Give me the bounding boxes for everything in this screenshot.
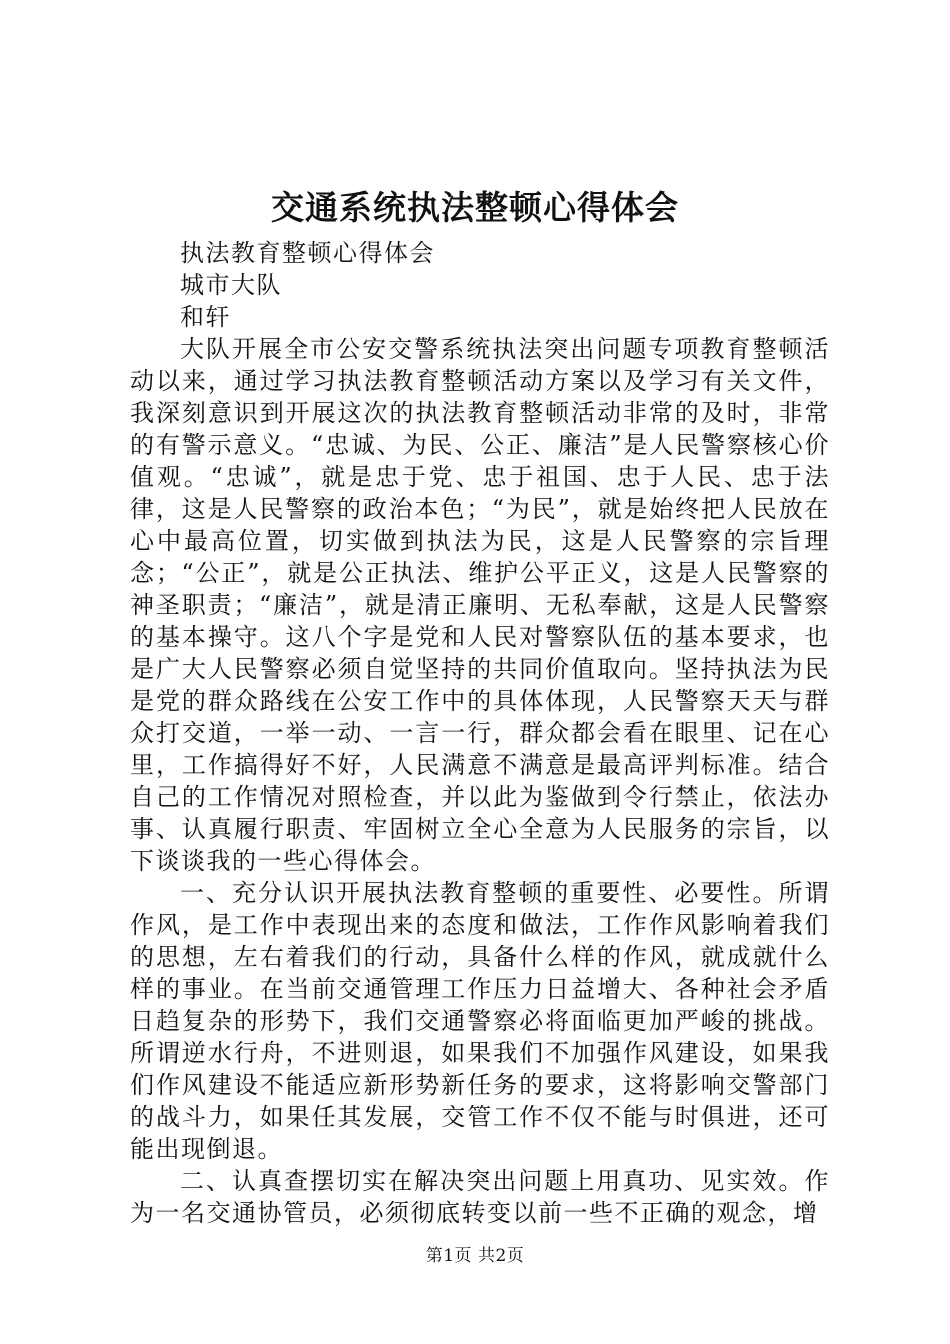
page-footer: 第1页 共2页 (425, 1246, 525, 1266)
body-paragraph: 二、认真查摆切实在解决突出问题上用真功、见实效。作为一名交通协管员，必须彻底转变以前一些不正确的观念，增 (130, 1167, 830, 1227)
subtitle-line: 执法教育整顿心得体会 (180, 239, 435, 267)
document-body (130, 237, 830, 1229)
body-paragraph: 一、充分认识开展执法教育整顿的重要性、必要性。所谓作风，是工作中表现出来的态度和做法，工作作风影响着我们的思想，左右着我们的行动，具备什么样的作风，就成就什么样的事业。在当前交通管理工作压力日益增大、各种社会矛盾日趋复杂的形势下，我们交通警察必将面临更加严峻的挑战。所谓逆水行舟，不进则退，如果我们不加强作风建设，如果我们作风建设不能适应新形势新任务的要求，这将影响交警部门的战斗力，如果任其发展，交管工作不仅不能与时俱进，还可能出现倒退。 (130, 879, 830, 1163)
unit-line: 城市大队 (180, 271, 282, 299)
author-line: 和轩 (180, 303, 231, 331)
document-title: 交通系统执法整顿心得体会 (271, 188, 679, 227)
body-paragraph: 大队开展全市公安交警系统执法突出问题专项教育整顿活动以来，通过学习执法教育整顿活动方案以及学习有关文件，我深刻意识到开展这次的执法教育整顿活动非常的及时，非常的有警示意义。“忠诚、为民、公正、廉洁”是人民警察核心价值观。“忠诚”，就是忠于党、忠于祖国、忠于人民、忠于法律，这是人民警察的政治本色；“为民”，就是始终把人民放在心中最高位置，切实做到执法为民，这是人民警察的宗旨理念；“公正”，就是公正执法、维护公平正义，这是人民警察的神圣职责；“廉洁”，就是清正廉明、无私奉献，这是人民警察的基本操守。这八个字是党和人民对警察队伍的基本要求，也是广大人民警察必须自觉坚持的共同价值取向。坚持执法为民是党的群众路线在公安工作中的具体体现，人民警察天天与群众打交道，一举一动、一言一行，群众都会看在眼里、记在心里，工作搞得好不好，人民满意不满意是最高评判标准。结合自己的工作情况对照检查，并以此为鉴做到令行禁止，依法办事、认真履行职责、牢固树立全心全意为人民服务的宗旨，以下谈谈我的一些心得体会。 (130, 335, 830, 875)
